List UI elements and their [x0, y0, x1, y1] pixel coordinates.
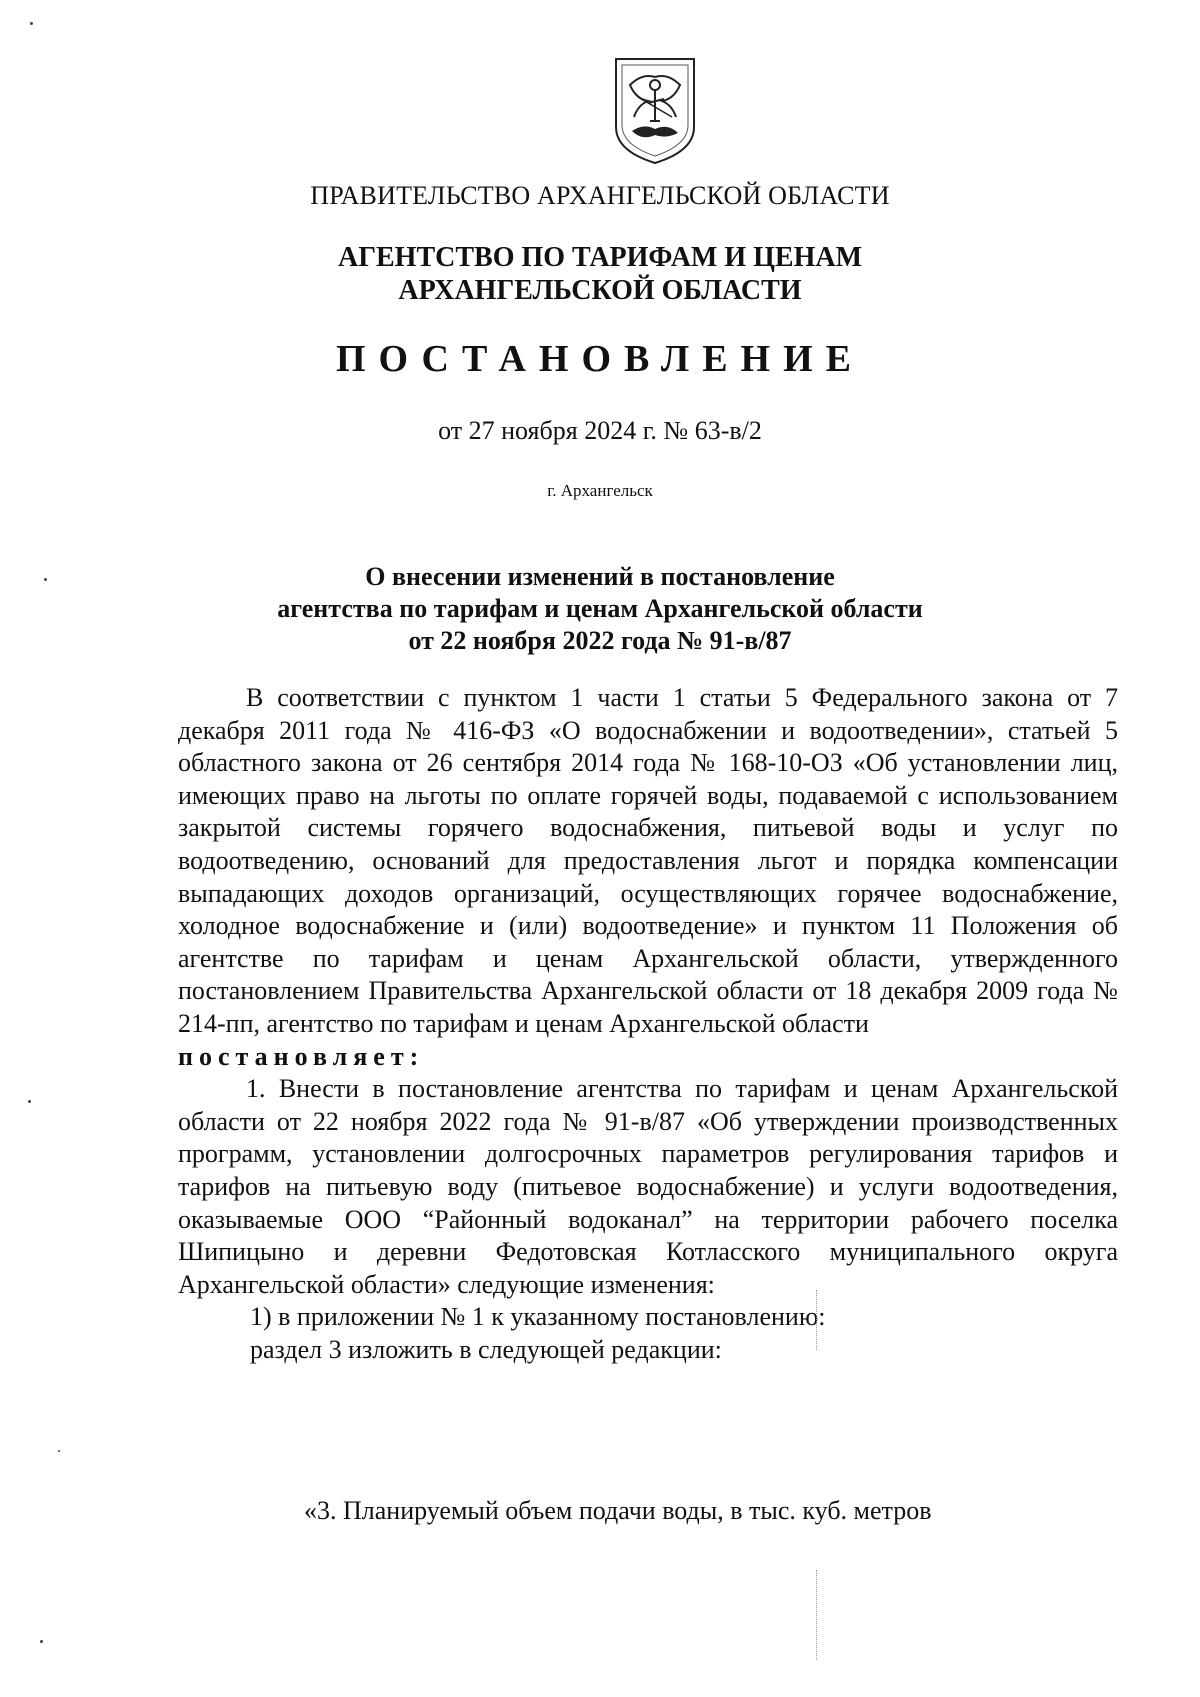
subitem-section3: раздел 3 изложить в следующей редакции:	[250, 1334, 722, 1364]
item1-paragraph: 1. Внести в постановление агентства по тарифам и ценам Архангельской области от 22 ноября 2022 года № 91-в/87 «Об утверждении производственных программ, установлении долгосрочных параметров регулирования тарифов и тарифов на питьевую воду (питьевое водоснабжение) и услуги водоотведения, оказываемые ООО “Районный водоканал” на территории рабочего поселка Шипицыно и деревни Федотовская Котласского муниципального округа Архангельской области» следующие изменения:	[178, 1074, 1118, 1299]
scan-speck	[44, 578, 47, 581]
document-date-number: от 27 ноября 2024 г. № 63-в/2	[438, 416, 762, 445]
title-line2: агентства по тарифам и ценам Архангельской области	[277, 594, 923, 623]
scan-artifact-line	[816, 1290, 818, 1350]
title-line3: от 22 ноября 2022 года № 91-в/87	[408, 626, 792, 655]
title-line1: О внесении изменений в постановление	[365, 562, 835, 591]
section3-heading: «3. Планируемый объем подачи воды, в тыс. куб. метров	[304, 1496, 932, 1525]
agency-name	[0, 241, 1200, 307]
subitem-1: 1) в приложении № 1 к указанному постановлению:	[250, 1302, 826, 1332]
scan-speck	[40, 1640, 43, 1643]
scan-speck	[30, 22, 33, 25]
preamble-paragraph: В соответствии с пунктом 1 части 1 статьи 5 Федерального закона от 7 декабря 2011 года № 416-ФЗ «О водоснабжении и водоотведении», статьей 5 областного закона от 26 сентября 2014 года № 168-10-ОЗ «Об установлении лиц, имеющих право на льготы по оплате горячей воды, подаваемой с использованием закрытой системы горячего водоснабжения, питьевой воды и услуг по водоотведению, оснований для предоставления льгот и порядка компенсации выпадающих доходов организаций, осуществляющих горячее водоснабжение, холодное водоснабжение и (или) водоотведение» и пунктом 11 Положения об агентстве по тарифам и ценам Архангельской области, утвержденного постановлением Правительства Архангельской области от 18 декабря 2009 года № 214-пп, агентство по тарифам и ценам Архангельской области	[178, 683, 1118, 1038]
decides-word: постановляет:	[178, 1041, 425, 1071]
scan-speck	[28, 1100, 31, 1103]
agency-name-line1: АГЕНТСТВО ПО ТАРИФАМ И ЦЕНАМ	[337, 242, 863, 273]
coat-of-arms-icon	[612, 55, 698, 167]
scan-speck	[58, 1450, 60, 1452]
document-city: г. Архангельск	[547, 481, 653, 500]
agency-name-line2: АРХАНГЕЛЬСКОЙ ОБЛАСТИ	[398, 275, 802, 306]
document-body	[178, 682, 1118, 1366]
government-name: ПРАВИТЕЛЬСТВО АРХАНГЕЛЬСКОЙ ОБЛАСТИ	[310, 181, 890, 210]
document-title	[0, 561, 1200, 657]
scan-artifact-line	[816, 1570, 818, 1660]
document-type: ПОСТАНОВЛЕНИЕ	[335, 338, 865, 380]
